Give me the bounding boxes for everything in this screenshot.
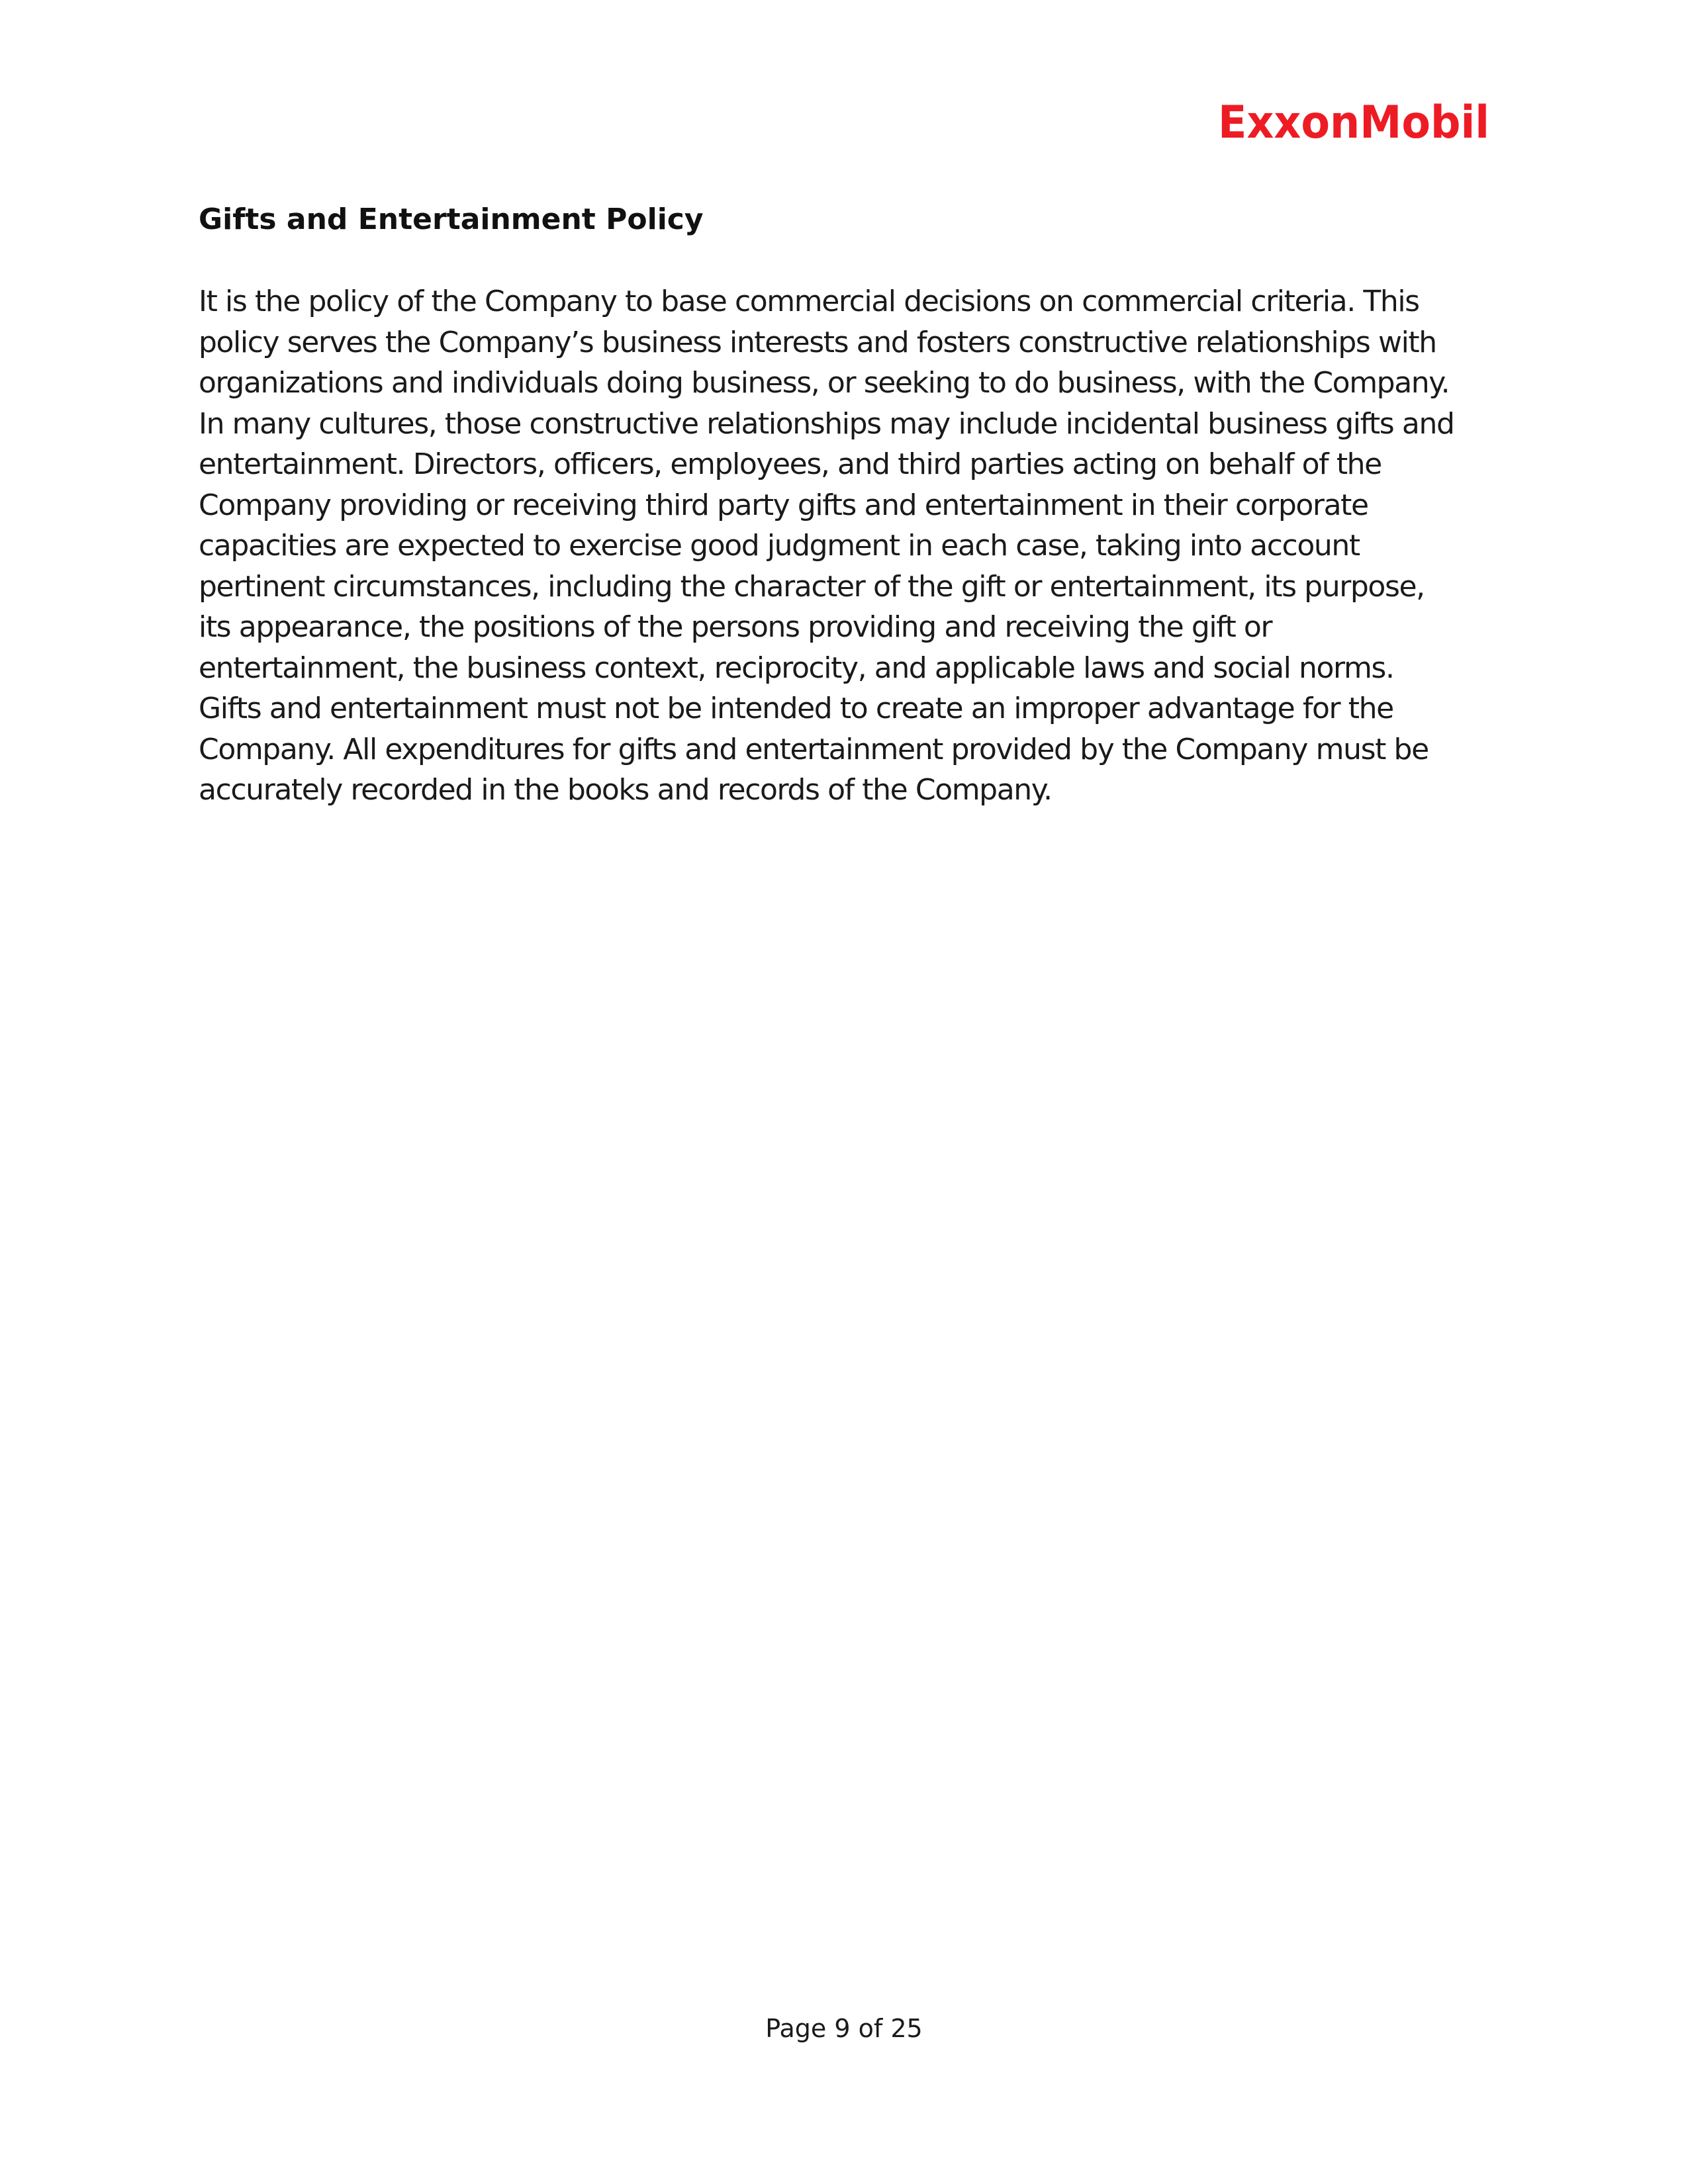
page-number: Page 9 of 25 xyxy=(765,2014,923,2043)
paragraph-line: Company providing or receiving third party gifts and entertainment in their corporate xyxy=(199,488,1368,522)
logo-wordmark xyxy=(1218,93,1496,152)
paragraph-line: capacities are expected to exercise good judgment in each case, taking into account xyxy=(199,529,1360,563)
section-title: Gifts and Entertainment Policy xyxy=(199,203,704,236)
paragraph-line: Gifts and entertainment must not be intended to create an improper advantage for the xyxy=(199,692,1393,725)
exxonmobil-logo xyxy=(1218,93,1496,152)
paragraph-line: In many cultures, those constructive relationships may include incidental business gifts and xyxy=(199,406,1454,441)
paragraph-line: accurately recorded in the books and records of the Company. xyxy=(199,773,1052,807)
paragraph-line: pertinent circumstances, including the character of the gift or entertainment, its purpose, xyxy=(199,569,1425,604)
paragraph-line: It is the policy of the Company to base commercial decisions on commercial criteria. This xyxy=(199,285,1419,318)
logo-text: ExxonMobil xyxy=(1218,97,1489,149)
paragraph-line: Company. All expenditures for gifts and entertainment provided by the Company must be xyxy=(199,732,1429,766)
policy-paragraph xyxy=(199,281,1523,811)
paragraph-line: organizations and individuals doing business, or seeking to do business, with the Company. xyxy=(199,366,1450,400)
paragraph-line: entertainment. Directors, officers, employees, and third parties acting on behalf of the xyxy=(199,447,1382,481)
paragraph-line: its appearance, the positions of the persons providing and receiving the gift or xyxy=(199,610,1272,644)
paragraph-line: entertainment, the business context, reciprocity, and applicable laws and social norms. xyxy=(199,651,1394,685)
paragraph-line: policy serves the Company’s business interests and fosters constructive relationships with xyxy=(199,325,1436,359)
